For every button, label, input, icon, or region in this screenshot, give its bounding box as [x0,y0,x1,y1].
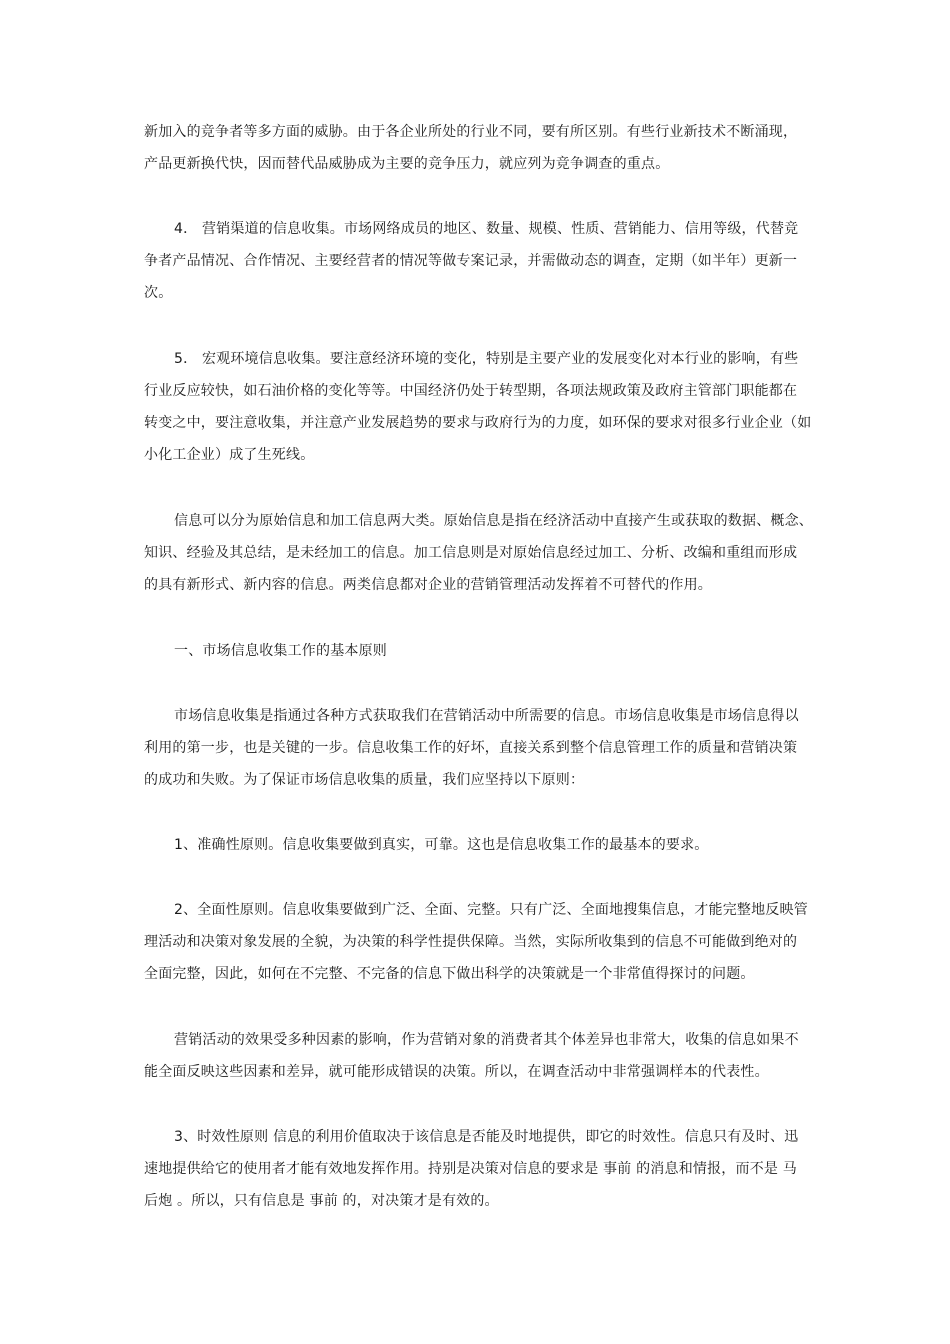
paragraph-principle-completeness [144,894,808,990]
text-line: 产品更新换代快，因而替代品威胁成为主要的竞争压力，就应列为竞争调查的重点。 [144,156,670,172]
text-line: 信息可以分为原始信息和加工信息两大类。原始信息是指在经济活动中直接产生或获取的数据、概念、 [174,513,813,529]
text-line: 一、市场信息收集工作的基本原则 [174,643,387,659]
text-line: 2、全面性原则。信息收集要做到广泛、全面、完整。只有广泛、全面地搜集信息，才能完整地反映管 [174,902,808,918]
text-line: 能全面反映这些因素和差异，就可能形成错误的决策。所以，在调查活动中非常强调样本的代表性。 [144,1064,769,1080]
text-line: 转变之中，要注意收集，并注意产业发展趋势的要求与政府行为的力度，如环保的要求对很多行业企业（如 [144,415,812,431]
paragraph-principle-accuracy [144,829,804,861]
text-line: 速地提供给它的使用者才能有效地发挥作用。持别是决策对信息的要求是 事前 的消息和情报，而不是 马 [144,1161,797,1177]
text-line: 市场信息收集是指通过各种方式获取我们在营销活动中所需要的信息。市场信息收集是市场信息得以 [174,708,799,724]
text-line: 1、准确性原则。信息收集要做到真实，可靠。这也是信息收集工作的最基本的要求。 [174,837,709,853]
paragraph-competition-continued [144,116,804,180]
text-line: 新加入的竞争者等多方面的威胁。由于各企业所处的行业不同，要有所区别。有些行业新技术不断涌现， [144,124,798,140]
paragraph-marketing-effects [144,1024,804,1088]
text-line: 知识、经验及其总结，是未经加工的信息。加工信息则是对原始信息经过加工、分析、改编和重组而形成 [144,545,798,561]
text-line: 后炮 。所以，只有信息是 事前 的，对决策才是有效的。 [144,1193,499,1209]
text-line: 3、时效性原则 信息的利用价值取决于该信息是否能及时地提供，即它的时效性。信息只有及时、迅 [174,1129,799,1145]
text-line: 的具有新形式、新内容的信息。两类信息都对企业的营销管理活动发挥着不可替代的作用。 [144,577,712,593]
paragraph-item-5-macro [144,343,812,471]
text-line: 理活动和决策对象发展的全貌，为决策的科学性提供保障。当然，实际所收集到的信息不可能做到绝对的 [144,934,798,950]
text-line: 行业反应较快，如石油价格的变化等等。中国经济仍处于转型期，各项法规政策及政府主管部门职能都在 [144,383,798,399]
text-line: 利用的第一步，也是关键的一步。信息收集工作的好坏，直接关系到整个信息管理工作的质量和营销决策 [144,740,798,756]
paragraph-principle-timeliness [144,1121,804,1217]
text-line: 营销活动的效果受多种因素的影响，作为营销对象的消费者其个体差异也非常大，收集的信息如果不 [174,1032,799,1048]
text-line: 4． 营销渠道的信息收集。市场网络成员的地区、数量、规模、性质、营销能力、信用等级，代替竞 [174,221,799,237]
text-line: 全面完整，因此，如何在不完整、不完备的信息下做出科学的决策就是一个非常值得探讨的问题。 [144,966,755,982]
text-line: 争者产品情况、合作情况、主要经营者的情况等做专案记录，并需做动态的调查，定期（如半年）更新一 [144,253,798,269]
section-heading-principles [144,635,804,667]
text-line: 次。 [144,285,173,301]
text-line: 小化工企业）成了生死线。 [144,447,315,463]
paragraph-item-4-channels [144,213,804,309]
text-line: 5． 宏观环境信息收集。要注意经济环境的变化，特别是主要产业的发展变化对本行业的影响，有些 [174,351,799,367]
text-line: 的成功和失败。为了保证市场信息收集的质量，我们应坚持以下原则： [144,772,585,788]
paragraph-information-types [144,505,813,601]
paragraph-collection-definition [144,700,804,796]
